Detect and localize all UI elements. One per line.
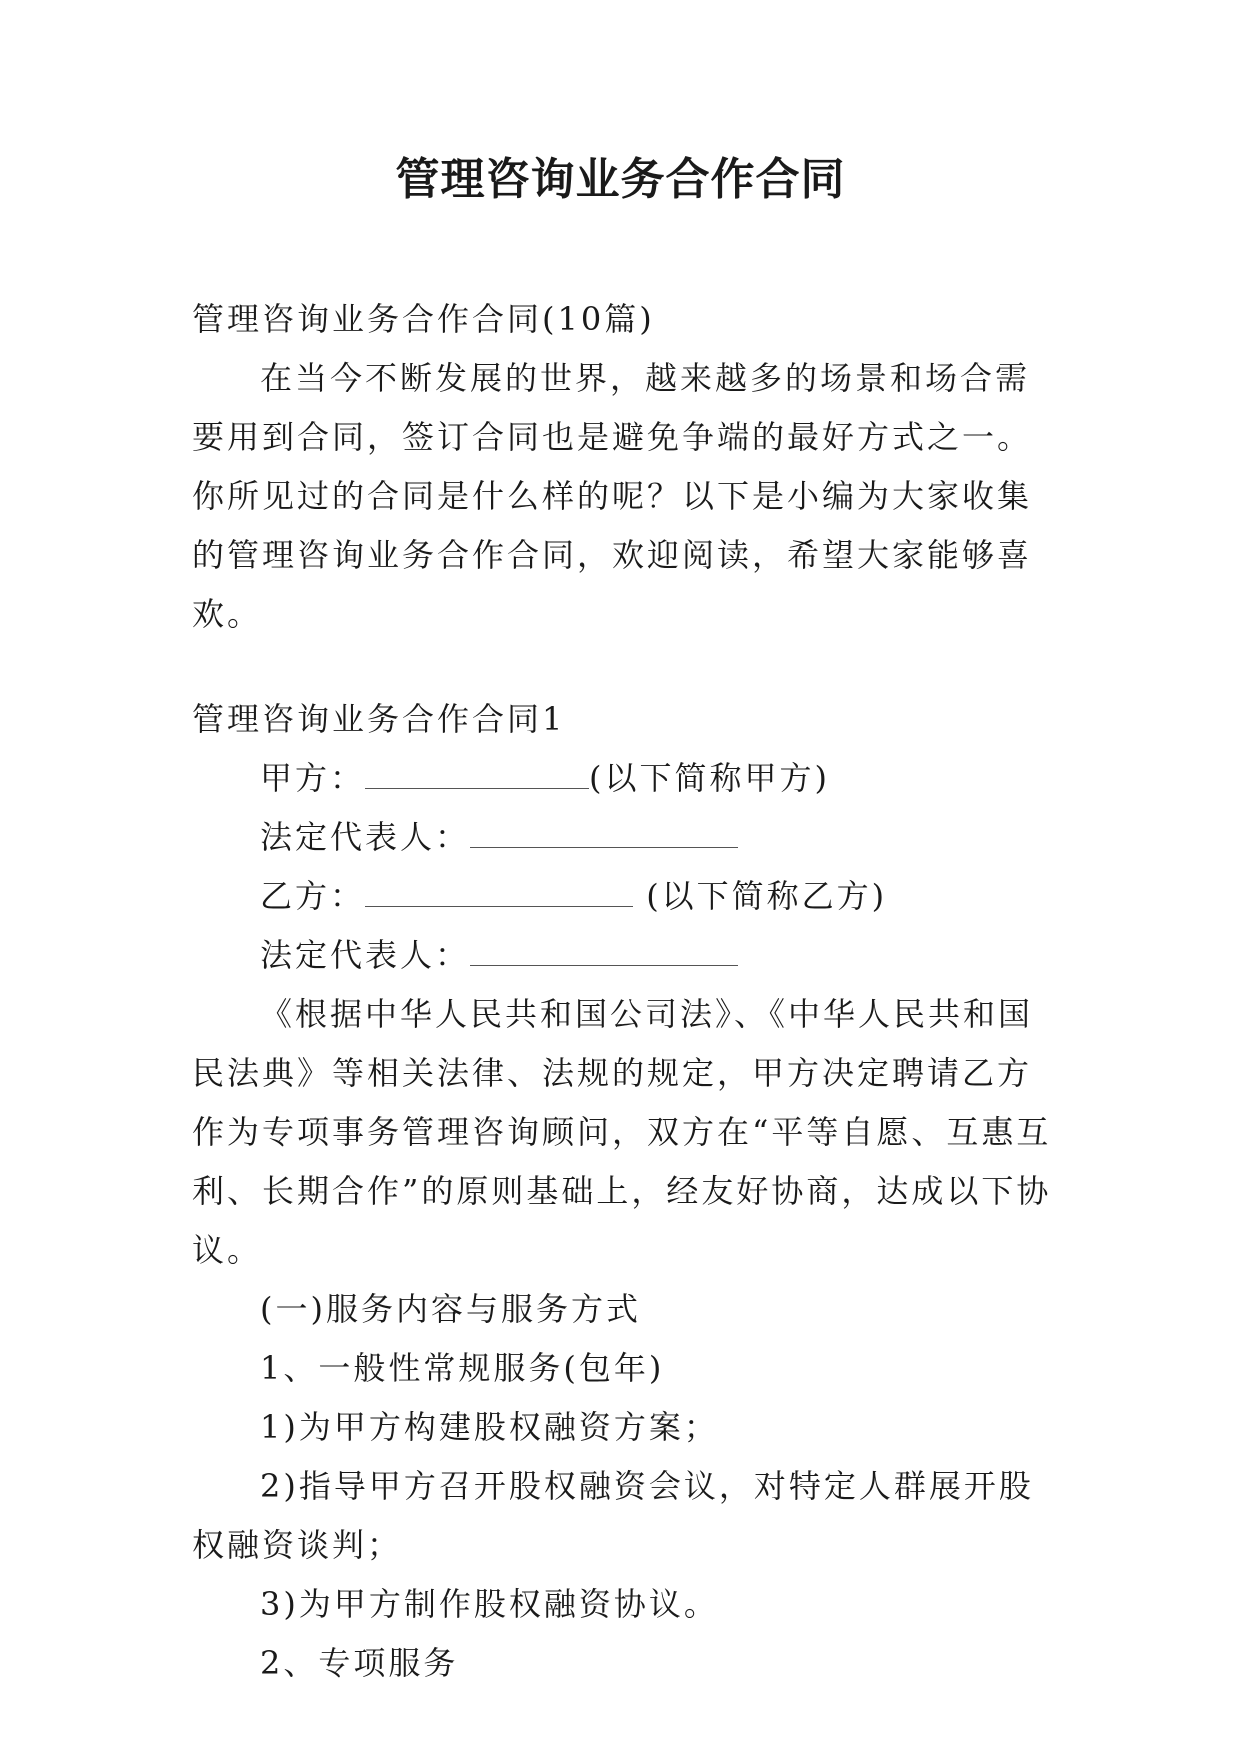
clause-item: 1)为甲方构建股权融资方案；	[260, 1408, 719, 1446]
party-a-rep-blank[interactable]	[470, 817, 738, 848]
party-b-rep-label: 法定代表人：	[260, 936, 471, 974]
party-b-line	[192, 867, 1052, 926]
clause-item: 2)指导甲方召开股权融资会议，对特定人群展开股权融资谈判；	[192, 1467, 1034, 1564]
party-a-suffix: (以下简称甲方)	[589, 759, 830, 797]
clause-item: 3)为甲方制作股权融资协议。	[260, 1585, 719, 1623]
party-a-blank[interactable]	[365, 758, 589, 789]
clause-item: 2、专项服务	[260, 1644, 459, 1682]
document-title: 管理咨询业务合作合同	[395, 154, 846, 205]
clause-heading: (一)服务内容与服务方式	[260, 1290, 641, 1328]
document-subtitle: 管理咨询业务合作合同(10篇)	[192, 300, 655, 338]
clause-item: 1、一般性常规服务(包年)	[260, 1349, 665, 1387]
party-b-blank[interactable]	[365, 876, 633, 907]
party-a-rep-label: 法定代表人：	[260, 818, 471, 856]
party-a-rep-line	[192, 808, 1052, 867]
party-b-suffix: (以下简称乙方)	[633, 877, 888, 915]
party-b-rep-line	[192, 926, 1052, 985]
preamble-paragraph: 《根据中华人民共和国公司法》、《中华人民共和国民法典》等相关法律、法规的规定，甲方决定聘请乙方作为专项事务管理咨询顾问，双方在“平等自愿、互惠互利、长期合作”的原则基础上，经友好协商，达成以下协议。	[192, 995, 1052, 1269]
intro-paragraph: 在当今不断发展的世界，越来越多的场景和场合需要用到合同，签订合同也是避免争端的最好方式之一。你所见过的合同是什么样的呢？以下是小编为大家收集的管理咨询业务合作合同，欢迎阅读，希望大家能够喜欢。	[192, 359, 1033, 633]
party-a-label: 甲方：	[260, 759, 366, 797]
party-b-label: 乙方：	[260, 877, 366, 915]
paragraph-gap	[192, 644, 1052, 690]
section-heading: 管理咨询业务合作合同1	[192, 700, 566, 738]
party-b-rep-blank[interactable]	[470, 935, 738, 966]
document-body	[192, 290, 1052, 1693]
party-a-line	[192, 749, 1052, 808]
